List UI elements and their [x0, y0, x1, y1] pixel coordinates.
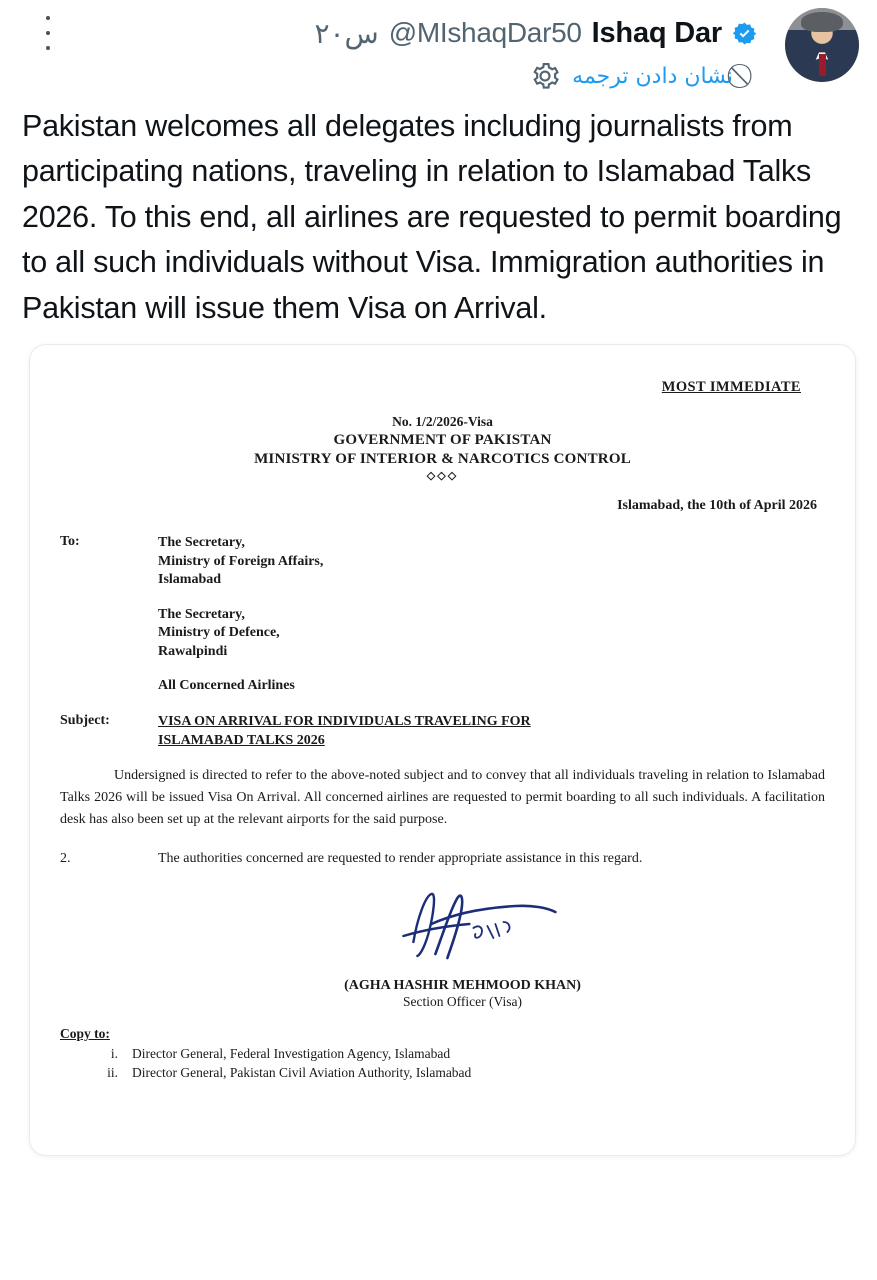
doc-recipient-list [158, 534, 323, 695]
doc-recipient-line: All Concerned Airlines [158, 678, 295, 693]
translate-row [16, 56, 861, 96]
doc-date-text: Islamabad, the 10th of April 2026 [617, 498, 817, 514]
doc-signer-title: Section Officer (Visa) [403, 993, 522, 1009]
doc-paragraph-2-block [60, 848, 825, 870]
doc-ornament: ◇◇◇ [426, 470, 459, 483]
doc-recipient-line: The Secretary, [158, 606, 245, 622]
doc-ministry-line: MINISTRY OF INTERIOR & NARCOTICS CONTROL [254, 451, 631, 468]
doc-recipient [158, 534, 323, 589]
doc-date-line [60, 498, 825, 514]
tweet-body-text: Pakistan welcomes all delegates including journalists from participating nations, traveling in relation to Islamabad Talks 2026. To this end, all airlines are requested to permit boarding to all such individuals without Visa. Immigration authorities in Pakistan will issue them Visa on Arrival. [22, 109, 842, 325]
profile-avatar[interactable] [785, 8, 859, 82]
doc-signature-area [60, 888, 825, 976]
doc-copy-number: ii. [107, 1065, 118, 1081]
author-handle[interactable]: @MIshaqDar50 [388, 17, 582, 48]
handwritten-signature-icon [395, 884, 565, 964]
doc-copy-number: i. [110, 1045, 118, 1061]
doc-subject-block [60, 713, 825, 751]
doc-subject-label: Subject: [60, 713, 110, 729]
doc-priority-stamp: MOST IMMEDIATE [661, 379, 801, 396]
doc-copy-text: Director General, Federal Investigation Agency, Islamabad [132, 1045, 451, 1061]
verified-badge-icon [732, 21, 757, 46]
doc-recipient-line: Islamabad [158, 572, 222, 588]
kebab-menu-icon[interactable] [38, 16, 58, 50]
handle-arabic-suffix: س۲۰ [314, 16, 379, 50]
doc-paragraph-2-number: 2. [60, 850, 71, 866]
tweet-header [0, 0, 877, 100]
doc-paragraph-1: Undersigned is directed to refer to the above-noted subject and to convey that all individuals traveling in relation to Islamabad Talks 2026 will be issued Visa On Arrival. All concerned airlines are requested to permit boarding to all such individuals. A facilitation desk has also been set up at the relevant airports for the said purpose. [60, 768, 825, 828]
gear-icon[interactable] [530, 61, 560, 91]
doc-copy-to-list [60, 1044, 825, 1083]
doc-recipient-line: Ministry of Foreign Affairs, [158, 553, 324, 569]
doc-recipient-line: Ministry of Defence, [158, 625, 280, 641]
doc-recipient-line: Rawalpindi [158, 643, 228, 659]
doc-paragraph-2-text: The authorities concerned are requested to render appropriate assistance in this regard. [158, 850, 643, 866]
doc-addressee-block [60, 534, 825, 695]
doc-recipient [158, 606, 323, 661]
doc-government-line: GOVERNMENT OF PAKISTAN [333, 432, 552, 449]
avatar-hair [801, 12, 842, 31]
doc-signer-name: (AGHA HASHIR MEHMOOD KHAN) [344, 977, 581, 993]
attached-document-image[interactable] [30, 345, 855, 1155]
author-display-name[interactable]: Ishaq Dar [591, 16, 722, 49]
doc-recipient [158, 677, 323, 695]
show-translation-link[interactable]: نشان دادن ترجمه [572, 63, 733, 89]
doc-copy-to-label: Copy to: [60, 1025, 110, 1041]
kebab-dot [46, 16, 50, 20]
avatar-tie [819, 54, 826, 76]
doc-to-label: To: [60, 534, 80, 550]
doc-recipient-line: The Secretary, [158, 535, 245, 551]
doc-copy-text: Director General, Pakistan Civil Aviation Authority, Islamabad [132, 1065, 472, 1081]
doc-file-number: No. 1/2/2026-Visa [392, 414, 493, 430]
list-item [60, 1044, 825, 1064]
author-row [16, 10, 861, 56]
doc-subject-text: VISA ON ARRIVAL FOR INDIVIDUALS TRAVELING FOR ISLAMABAD TALKS 2026 [158, 714, 531, 749]
kebab-dot [46, 46, 50, 50]
list-item [60, 1063, 825, 1083]
kebab-dot [46, 31, 50, 35]
